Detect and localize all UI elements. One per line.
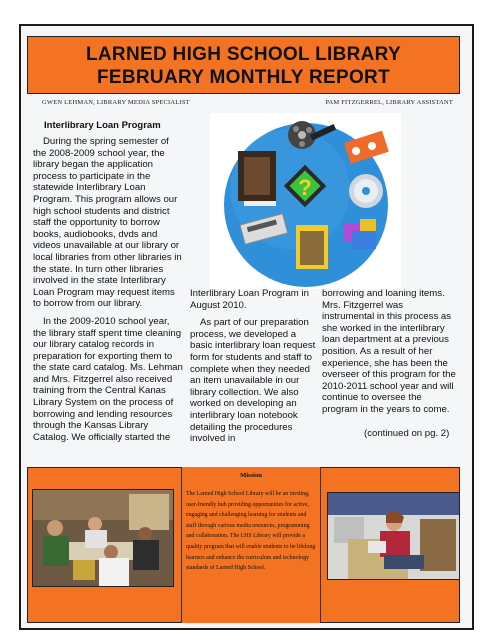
article-column-3 (322, 288, 456, 416)
article-column-1 (33, 136, 183, 443)
magazine-icon (296, 225, 328, 269)
masthead-title-line1: LARNED HIGH SCHOOL LIBRARY (86, 44, 401, 65)
byline-left: GWEN LEHMAN, LIBRARY MEDIA SPECIALIST (42, 99, 190, 106)
svg-text:?: ? (298, 175, 312, 200)
article-paragraph: Interlibrary Loan Program in August 2010. (190, 288, 309, 311)
students-at-table-photo (32, 489, 174, 587)
article-column-2 (190, 288, 320, 445)
article-paragraph: borrowing and loaning items. Mrs. Fitzgerrel was instrumental in this process as she worked in the interlibrary loan department at a previous position. As a result of her experience, she has been the overseer of this program for the 2010-2011 school year and will continue to oversee the program in the years to come. (322, 288, 456, 415)
masthead-title-line2: FEBRUARY MONTHLY REPORT (97, 67, 390, 88)
book-icon (238, 151, 276, 206)
continued-note: (continued on pg. 2) (364, 428, 450, 439)
mission-title: Mission (240, 472, 262, 479)
masthead (27, 36, 460, 94)
mission-statement: The Larned High School Library will be an inviting, user-friendly hub providing opportunities for active, engaging and challenging learning for students and staff through various media resources, programming and collaboration. The LHS Library will provide a quality program that will enable students to be lifelong learners and enhance the curriculum and technology standards of Larned High School. (186, 491, 316, 572)
article-paragraph: As part of our preparation process, we developed a basic interlibrary loan request form for students and staff to complete when they needed an item unavailable in our library collection. We also worked on developing an interlibrary loan notebook detailing the procedures involved in (190, 317, 316, 445)
article-paragraph: During the spring semester of the 2008-2009 school year, the library began the application process to participate in the statewide Interlibrary Loan Program. This program allows our high school students and district staff the opportunity to borrow books, audiobooks, dvds and videos unavailable at our library or local libraries from other libraries in the state. In turn other libraries involved in the state Interlibrary Loan Program may request items to borrow from our library. (33, 136, 182, 310)
student-reading-photo (327, 492, 460, 580)
article-title: Interlibrary Loan Program (44, 120, 161, 131)
article-paragraph: In the 2009-2010 school year, the library staff spent time cleaning our library catalog records in preparation for exporting them to the state card catalog. Ms. Lehman and Mrs. Fitzgerrel also received training from the Central Kanas Library System on the process of borrowing and lending resources through the Kansas Library Catalog. We officially started the (33, 315, 183, 443)
compact-disc-icon (349, 174, 383, 208)
byline-right: PAM FITZGERREL, LIBRARY ASSISTANT (325, 99, 453, 106)
media-resources-illustration (210, 113, 401, 289)
